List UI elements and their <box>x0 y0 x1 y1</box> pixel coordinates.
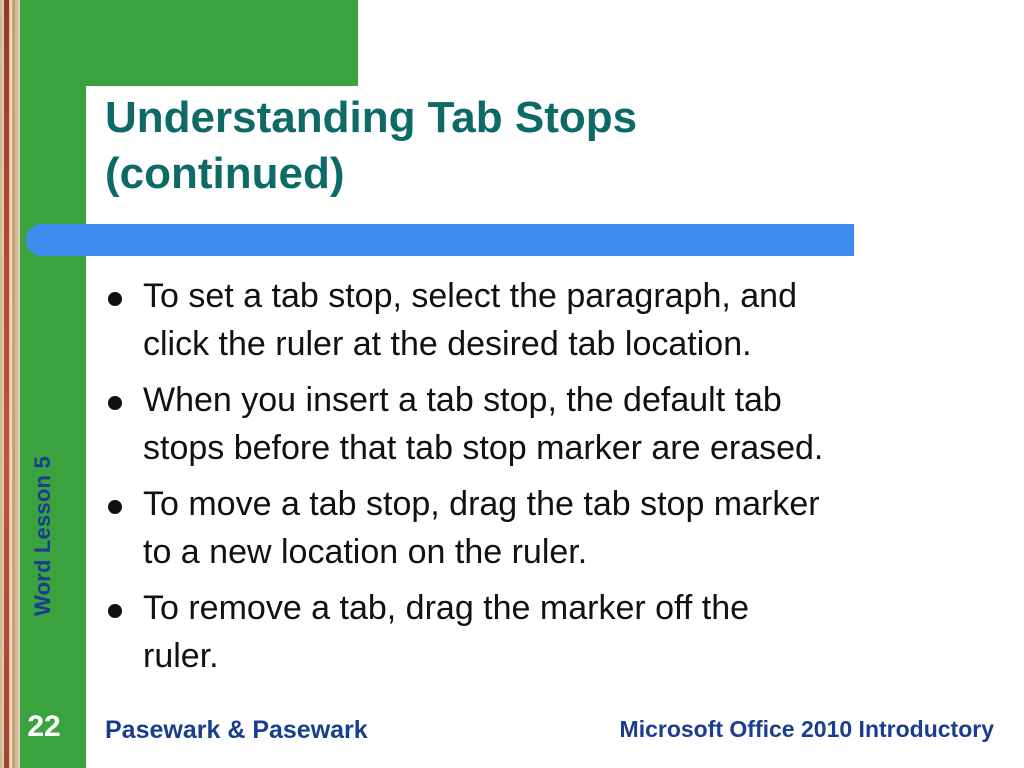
slide-title <box>105 90 865 202</box>
bullet-item <box>100 480 980 576</box>
bullet-text-line: To set a tab stop, select the paragraph, and <box>143 277 797 315</box>
bullet-dot-icon <box>108 500 122 514</box>
slide-number: 22 <box>27 710 61 743</box>
slide-title-line-2: (continued) <box>105 149 345 198</box>
decorative-left-strip <box>0 0 20 768</box>
bullet-text-line: To remove a tab, drag the marker off the <box>143 589 750 627</box>
bullet-item <box>100 584 980 680</box>
bullet-list <box>100 272 980 688</box>
bullet-text-line: to a new location on the ruler. <box>143 533 588 571</box>
green-side-column <box>20 0 86 768</box>
side-lesson-label: Word Lesson 5 <box>30 456 55 616</box>
bullet-dot-icon <box>108 396 122 410</box>
bullet-text-line: To move a tab stop, drag the tab stop marker <box>143 485 820 523</box>
green-top-block <box>20 0 358 86</box>
bullet-dot-icon <box>108 292 122 306</box>
bullet-item <box>100 272 980 368</box>
decorative-stripe <box>4 0 9 768</box>
footer-author: Pasewark & Pasewark <box>105 716 368 744</box>
bullet-text-line: When you insert a tab stop, the default tab <box>143 381 782 419</box>
footer-book-title: Microsoft Office 2010 Introductory <box>619 716 994 742</box>
bullet-text-line: stops before that tab stop marker are erased. <box>143 429 824 467</box>
bullet-item <box>100 376 980 472</box>
bullet-text-line: click the ruler at the desired tab location. <box>143 325 752 363</box>
bullet-dot-icon <box>108 604 122 618</box>
decorative-stripe-thin <box>12 0 15 768</box>
title-underline-bar <box>26 224 854 256</box>
bullet-text-line: ruler. <box>143 637 219 675</box>
slide-title-line-1: Understanding Tab Stops <box>105 93 638 142</box>
